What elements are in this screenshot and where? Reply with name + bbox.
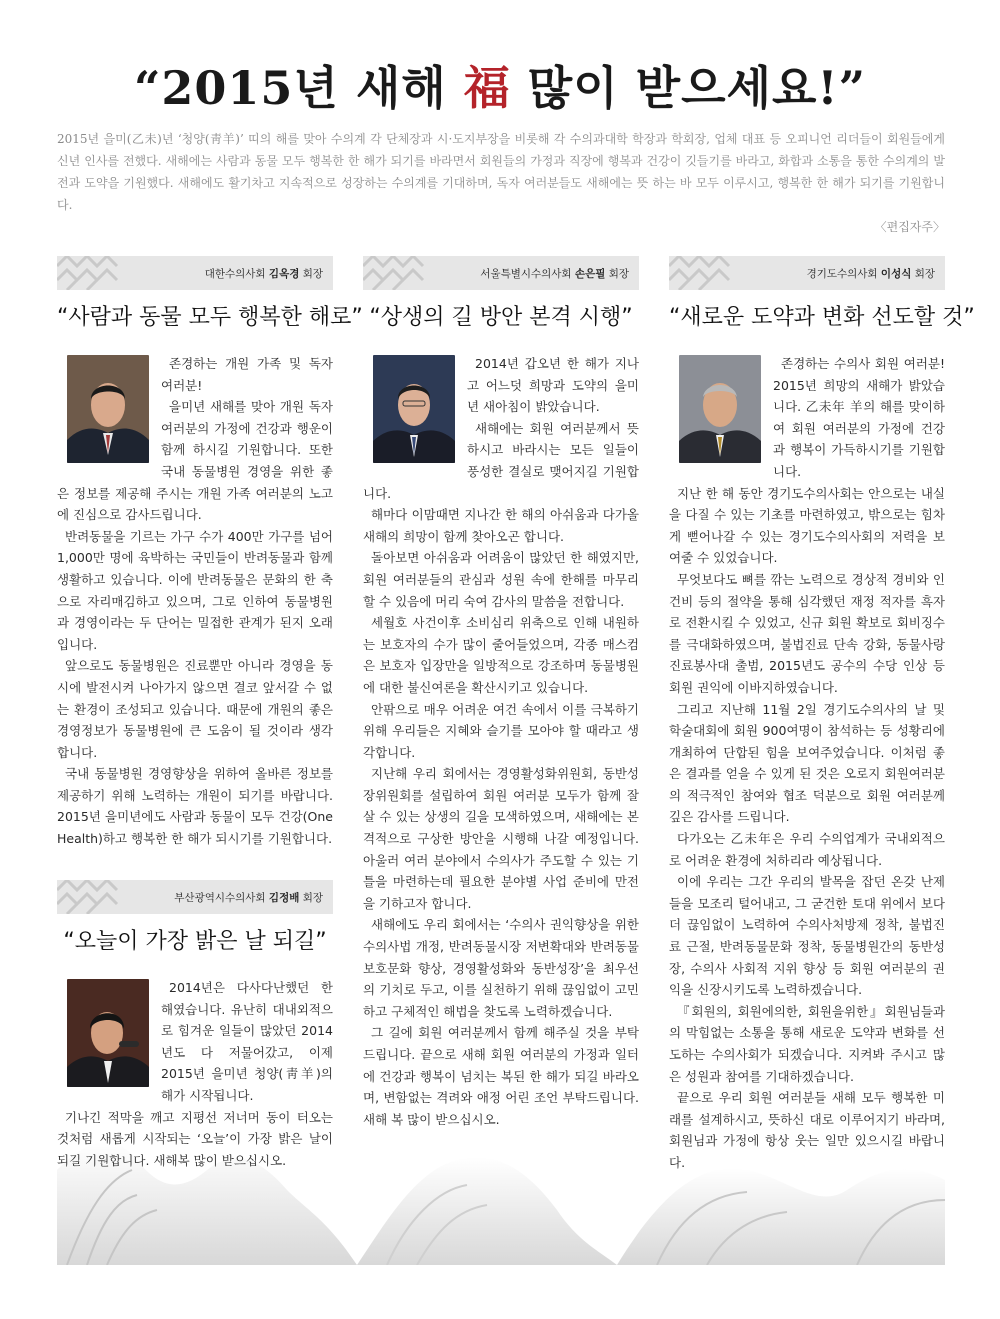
intro-paragraph — [57, 128, 945, 238]
author-band — [669, 256, 945, 290]
article-body — [363, 353, 639, 1130]
author-name: 김옥경 — [268, 268, 300, 280]
paragraph: 세월호 사건이후 소비심리 위축으로 인해 내원하는 보호자의 수가 많이 줄어들었으며, 각종 매스컴은 보호자 입장만을 일방적으로 강조하며 동물병원에 대한 불신여론을 확산시키고 있습니다. — [363, 615, 639, 695]
paragraph: 기나긴 적막을 깨고 지평선 저너머 동이 터오는 것처럼 새롭게 시작되는 ‘오늘’이 가장 밝은 날이 되길 기원합니다. 새해복 많이 받으십시오. — [57, 1109, 333, 1168]
paragraph: 끝으로 우리 회원 여러분들 새해 모두 행복한 미래를 설계하시고, 뜻하신 대로 이루어지기 바라며, 회원님과 가정에 항상 웃는 일만 있으시길 바랍니다. — [669, 1090, 945, 1170]
article-column-2 — [363, 256, 639, 1130]
paragraph: 2014년은 다사다난했던 한 해였습니다. 유난히 대내외적으로 힘겨운 일들이 많았던 2014년도 다 저물어갔고, 이제 2015년 을미년 청양(靑羊)의 해가 시작됩니다. — [161, 980, 333, 1103]
author-photo — [67, 355, 149, 463]
paragraph: 국내 동물병원 경영향상을 위하여 올바른 정보를 제공하기 위해 노력하는 개원이 되기를 바랍니다. 2015년 을미년에도 사람과 동물이 모두 건강(One Health)하고 행복한 한 해가 되시기를 기원합니다. — [57, 766, 333, 847]
paragraph: 2014년 갑오년 한 해가 지나고 어느덧 희망과 도약의 을미년 새아침이 밝았습니다. — [467, 356, 639, 415]
article-body — [669, 353, 945, 1174]
author-name: 김정배 — [268, 892, 300, 904]
paragraph: 안팎으로 매우 어려운 여건 속에서 이를 극복하기 위해 우리들은 지혜와 슬기를 모아야 할 때라고 생각합니다. — [363, 701, 639, 760]
paragraph: 다가오는 乙未年은 우리 수의업계가 국내외적으로 어려운 환경에 처하리라 예상됩니다. — [669, 831, 945, 868]
paragraph: 그리고 지난해 11월 2일 경기도수의사의 날 및 학술대회에 회원 900여명이 참석하는 등 성황리에 개최하여 단합된 힘을 보여주었습니다. 이처럼 좋은 결과를 얻을 수 있게 된 것은 오로지 회원여러분의 적극적인 참여와 협조 덕분으로 회원 여러분께 깊은 감사를 드립니다. — [669, 701, 945, 825]
author-band — [57, 256, 333, 290]
fret-pattern-icon — [363, 256, 483, 290]
paragraph: 을미년 새해를 맞아 개원 독자 여러분의 가정에 건강과 행운이 함께 하시길 기원합니다. 또한 국내 동물병원 경영을 위한 좋은 정보를 제공해 주시는 개원 가족 여러분의 노고에 진심으로 감사드립니다. — [57, 399, 333, 523]
author-role: 회장 — [302, 892, 323, 904]
paragraph: 해마다 이맘때면 지나간 한 해의 아쉬움과 다가올 새해의 희망이 함께 찾아오곤 합니다. — [363, 507, 639, 544]
article-title: “사람과 동물 모두 행복한 해로” — [57, 305, 363, 330]
paragraph: 반려동물을 기르는 가구 수가 400만 가구를 넘어 1,000만 명에 육박하는 국민들이 반려동물과 함께 생활하고 있습니다. 이에 반려동물은 문화의 한 축으로 자리매김하고 있으며, 그로 인하여 동물병원과 경영이라는 두 단어는 밀접한 관계가 된지 오래입니다. — [57, 528, 333, 652]
editor-note: 〈편집자주〉 — [874, 220, 945, 234]
fret-pattern-icon — [57, 256, 177, 290]
headline-fuku-character: 福 — [463, 61, 511, 115]
headline-text-1: “2015년 새해 — [133, 61, 464, 115]
author-affiliation — [174, 890, 323, 905]
article-title: “새로운 도약과 변화 선도할 것” — [669, 305, 975, 330]
article-title: “상생의 길 방안 본격 시행” — [369, 305, 633, 330]
fret-pattern-icon — [669, 256, 789, 290]
paragraph: 그 길에 회원 여러분께서 함께 해주실 것을 부탁드립니다. 끝으로 새해 회원 여러분의 가정과 일터에 건강과 행복이 넘치는 복된 한 해가 되길 바라오며, 변함없는 격려와 애정 어린 조언 부탁드립니다. 새해 복 많이 받으십시오. — [363, 1025, 639, 1127]
paragraph: 새해에는 회원 여러분께서 뜻하시고 바라시는 모든 일들이 풍성한 결실로 맺어지길 기원합니다. — [363, 420, 639, 501]
org-name: 서울특별시수의사회 — [480, 268, 572, 280]
paragraph: 이에 우리는 그간 우리의 발목을 잡던 온갖 난제들을 모조리 털어내고, 그 굳건한 토대 위에서 보다 더 끊임없이 노력하여 수의사처방제 정착, 불법진료 근절, 반려동물문화 정착, 동물병원간의 동반성장, 수의사 사회적 지위 향상 등 회원 여러분의 권익을 신장시키도록 노력하겠습니다. — [669, 874, 945, 998]
author-photo — [67, 979, 149, 1087]
fret-pattern-icon — [57, 880, 177, 914]
org-name: 부산광역시수의사회 — [174, 892, 266, 904]
org-name: 대한수의사회 — [204, 268, 266, 280]
author-photo — [679, 355, 761, 463]
article-column-3 — [669, 256, 975, 1174]
author-name: 이성식 — [880, 268, 912, 280]
headline-text-2: 많이 받으세요!” — [510, 61, 867, 115]
intro-text: 2015년 을미(乙未)년 ‘청양(靑羊)’ 띠의 해를 맞아 수의계 각 단체장과 시·도지부장을 비롯해 각 수의과대학 학장과 학회장, 업체 대표 등 오피니언 리더들이 회원들에게 신년 인사를 전했다. 새해에는 사람과 동물 모두 행복한 한 해가 되기를 바라면서 회원들의 가정과 직장에 행복과 건강이 깃들기를 바라고, 화합과 소통을 통한 수의계의 발전과 도약을 기원했다. 새해에도 활기차고 지속적으로 성장하는 수의계를 기대하며, 독자 여러분들도 새해에는 뜻 하는 바 모두 이루시고, 행복한 한 해가 되기를 기원합니다. — [57, 132, 945, 212]
headline — [0, 52, 1000, 118]
article-column-1 — [57, 256, 363, 850]
article-column-4 — [57, 880, 333, 1171]
author-role: 회장 — [608, 268, 629, 280]
author-photo — [373, 355, 455, 463]
org-name: 경기도수의사회 — [806, 268, 878, 280]
author-band — [363, 256, 639, 290]
article-body — [57, 977, 333, 1171]
author-affiliation — [480, 266, 629, 281]
article-body — [57, 353, 333, 850]
author-band — [57, 880, 333, 914]
author-role: 회장 — [914, 268, 935, 280]
author-role: 회장 — [302, 268, 323, 280]
paragraph: 지난해 우리 회에서는 경영활성화위원회, 동반성장위원회를 설립하여 회원 여러분 모두가 함께 잘 살 수 있는 상생의 길을 모색하였으며, 새해에는 본격적으로 구상한 방안을 시행해 나갈 예정입니다. 아울러 여러 분야에서 수의사가 주도할 수 있는 기틀을 마련하는데 필요한 분야별 사업 준비에 만전을 기하고자 합니다. — [363, 766, 639, 911]
paragraph: 존경하는 수의사 회원 여러분! 2015년 희망의 새해가 밝았습니다. 乙未年 羊의 해를 맞이하여 회원 여러분의 가정에 건강과 행복이 가득하시기를 기원합니다. — [773, 356, 945, 479]
paragraph: 무엇보다도 뼈를 깎는 노력으로 경상적 경비와 인건비 등의 절약을 통해 심각했던 재정 적자를 흑자로 전환시킬 수 있었고, 신규 회원 확보로 회비징수를 극대화하였으며, 불법진료 단속 강화, 동물사랑 진료봉사대 출범, 2015년도 공수의 수당 인상 등 회원 권익에 이바지하였습니다. — [669, 571, 945, 695]
paragraph: 존경하는 개원 가족 및 독자 여러분! — [161, 356, 333, 393]
author-affiliation — [807, 266, 935, 281]
paragraph: 『회원의, 회원에의한, 회원을위한』회원님들과의 막힘없는 소통을 통해 새로운 도약과 변화를 선도하는 수의사회가 되겠습니다. 지켜봐 주시고 많은 성원과 참여를 기대하겠습니다. — [669, 1003, 945, 1084]
author-name: 손은필 — [574, 268, 606, 280]
paragraph: 지난 한 해 동안 경기도수의사회는 안으로는 내실을 다질 수 있는 기초를 마련하였고, 밖으로는 힘차게 뻗어나갈 수 있는 경기도수의사회의 저력을 보여줄 수 있었습니다. — [669, 485, 945, 566]
paragraph: 새해에도 우리 회에서는 ‘수의사 권익향상을 위한 수의사법 개정, 반려동물시장 저변확대와 반려동물 보호문화 향상, 경영활성화와 동반성장’을 최우선의 기치로 두고, 이를 실천하기 위해 끊임없이 고민하고 구체적인 해법을 찾도록 노력하겠습니다. — [363, 917, 639, 1019]
author-affiliation — [205, 266, 323, 281]
paragraph: 돌아보면 아쉬움과 어려움이 많았던 한 해였지만, 회원 여러분들의 관심과 성원 속에 한해를 마무리할 수 있음에 머리 숙여 감사의 말씀을 전합니다. — [363, 550, 639, 609]
paragraph: 앞으로도 동물병원은 진료뿐만 아니라 경영을 동시에 발전시켜 나아가지 않으면 결코 앞서갈 수 없는 환경이 조성되고 있습니다. 때문에 개원의 좋은 경영정보가 동물병원에 큰 도움이 될 것이라 생각합니다. — [57, 658, 333, 760]
article-title: “오늘이 가장 밝은 날 되길” — [63, 929, 327, 954]
